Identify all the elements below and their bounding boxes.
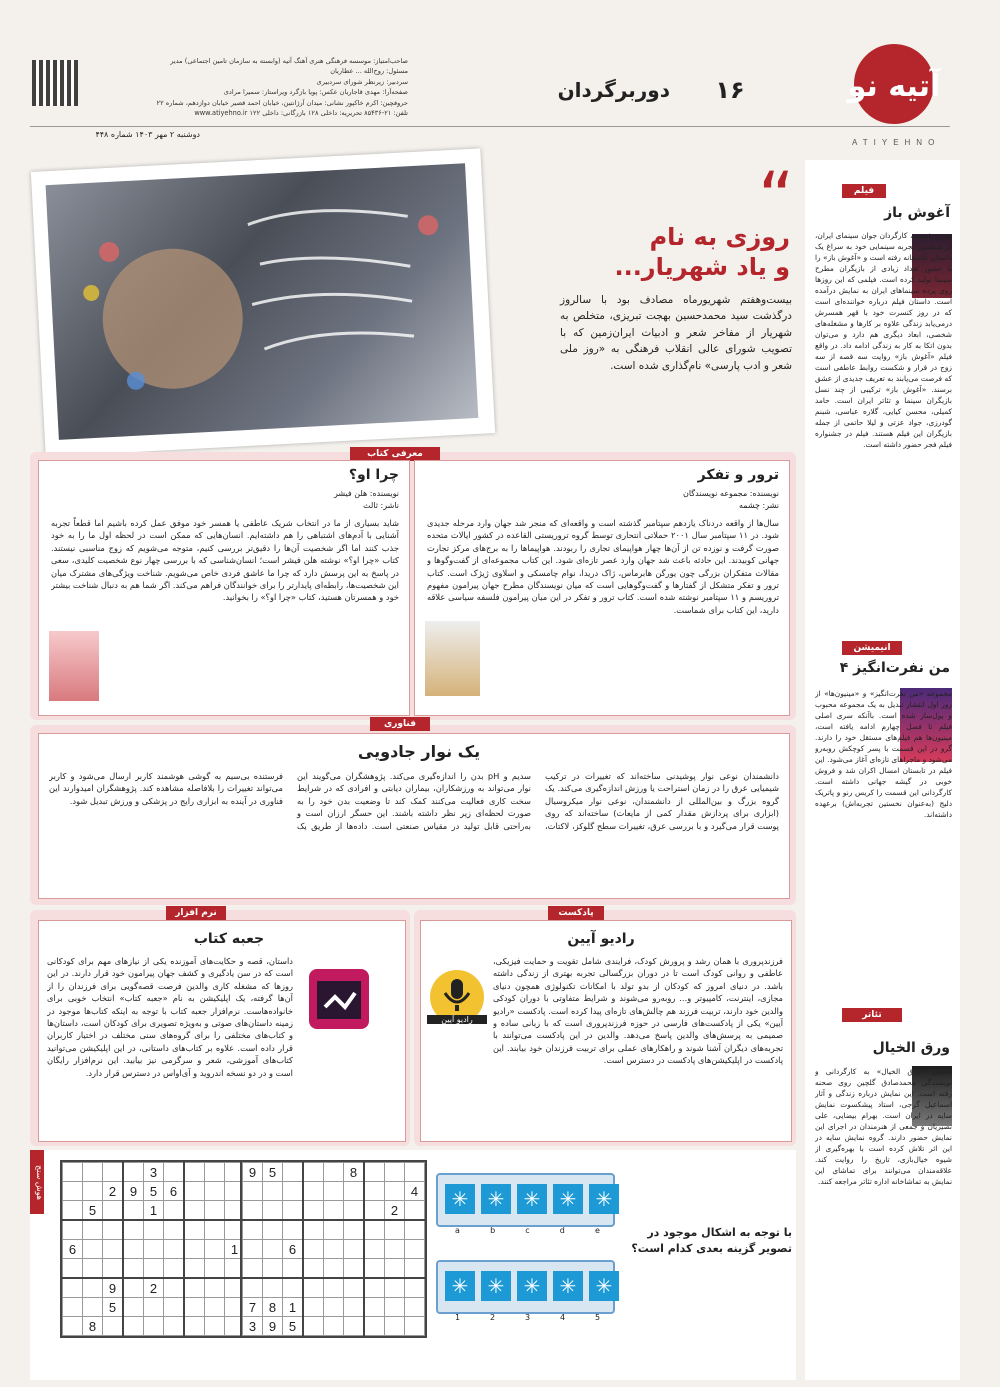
sudoku-cell[interactable] [405, 1259, 425, 1279]
sudoku-cell[interactable] [364, 1278, 385, 1298]
tech-card [38, 733, 790, 899]
software-body: داستان، قصه و حکایت‌های آموزنده یکی از نیازهای مهم برای کودکانی است که در سن یادگیری و کشف جهان پیرامون خود قرار دارند. در این روزها که مشغله کاری والدین فرصت قصه‌گویی برای فرزندان را از آن‌ها گرفته، یک اپلیکیشن به نام «جعبه کتاب» انتخاب خوبی برای خانواده‌هاست. نرم‌افزار جعبه کتاب با توجه به اینکه کتاب‌ها موجود در زمینه داستان‌های صوتی و به‌ویژه تصویری برای کودکان است، داستان‌ها و کتاب‌های مختلفی را برای گروه‌های سنی مختلف در اختیار کاربران قرار داده است. علاوه بر کتاب‌های داستانی، در این اپلیکیشن می‌توانید کتاب‌های آموزشی، شعر و سرگرمی نیز بیابید. این نرم‌افزار رایگان است و در دو نسخه اندروید و آی‌او‌اس در دسترس قرار دارد. [47, 956, 293, 1078]
sudoku-cell[interactable] [144, 1259, 164, 1279]
sudoku-cell[interactable] [385, 1317, 405, 1336]
calligraphy-overlay [46, 163, 479, 440]
sudoku-cell[interactable] [103, 1163, 124, 1182]
sudoku-cell[interactable] [385, 1278, 405, 1298]
sudoku-cell[interactable] [243, 1259, 263, 1279]
sudoku-cell[interactable] [205, 1201, 225, 1221]
sudoku-cell[interactable] [205, 1317, 225, 1336]
pattern-cell: ✳ [445, 1271, 475, 1301]
sudoku-cell[interactable] [184, 1220, 205, 1240]
sudoku-cell[interactable] [164, 1317, 185, 1336]
sudoku-row [63, 1259, 245, 1279]
sudoku-cell[interactable] [303, 1298, 324, 1317]
sudoku-cell[interactable] [103, 1240, 124, 1259]
sudoku-cell[interactable] [164, 1298, 185, 1317]
sudoku-cell[interactable] [144, 1298, 164, 1317]
feature-title-line1: روزی به نام [649, 223, 790, 251]
sudoku-cell[interactable]: 6 [283, 1240, 304, 1259]
podcast-logo [427, 957, 487, 1037]
sudoku-cell[interactable] [385, 1240, 405, 1259]
sudoku-cell[interactable] [364, 1163, 385, 1182]
sudoku-cell[interactable] [164, 1278, 185, 1298]
sudoku-row [243, 1240, 425, 1259]
sudoku-cell[interactable] [283, 1201, 304, 1221]
sudoku-cell[interactable] [303, 1201, 324, 1221]
sudoku-row [63, 1298, 245, 1317]
sudoku-cell[interactable] [205, 1240, 225, 1259]
sudoku-cell[interactable] [83, 1182, 103, 1201]
podcast-body: فرزندپروری با همان رشد و پرورش کودک، فرایندی شامل تقویت و حمایت فیزیکی، عاطفی و روانی کودک است تا در دوران بزرگسالی تجربه بهتری از زندگی داشته باشد. در دنیای امروز که کودکان از بدو تولد با امکانات تکنولوژی همچون دنیای مجازی، اینترنت، کامپیوتر و... روبه‌رو می‌شوند و شرایط متفاوتی با دوران کودکی والدین خود دارند، تربیت فرزند هم چالش‌های تازه‌ای پیدا کرده است. پادکست «رادیو آیین» یکی از پادکست‌های فارسی در حوزه فرزندپروری است که با زبانی ساده و صمیمی به پرسش‌های والدین پاسخ می‌دهد. والدین در این پادکست می‌توانند با تجربه‌های دیگران آشنا شوند و راهکارهای عملی برای تربیت فرزندان خود بیابند. این پادکست در اپلیکیشن‌های پادکست در دسترس است. [493, 956, 783, 1066]
masthead-line: صاحب‌امتیاز: موسسه فرهنگی هنری آهنگ آتیه (وابسته به سازمان تامین اجتماعی) مدیر مسئول: روح‌الله ... عطاریان [170, 57, 408, 76]
sudoku-row [63, 1201, 245, 1221]
puzzle-question: با توجه به اشکال موجود در تصویر گزینه بعدی کدام است؟ [631, 1226, 792, 1255]
sudoku-cell[interactable] [63, 1298, 83, 1317]
sudoku-cell[interactable] [405, 1240, 425, 1259]
sudoku-cell[interactable] [324, 1317, 344, 1336]
masthead-line: صفحه‌آرا: مهدی قاجاریان عکس: پویا بازگرد ویراستار: سمیرا مرادی [223, 88, 408, 97]
sudoku-cell[interactable] [205, 1182, 225, 1201]
sudoku-row [63, 1317, 245, 1336]
sudoku-cell[interactable] [243, 1278, 263, 1298]
sudoku-cell[interactable] [283, 1163, 304, 1182]
sudoku-cell[interactable] [83, 1240, 103, 1259]
sudoku-cell[interactable] [205, 1298, 225, 1317]
film-title: آغوش باز [884, 205, 950, 221]
sudoku-cell[interactable] [364, 1259, 385, 1279]
sudoku-cell[interactable] [405, 1278, 425, 1298]
theater-title: ورق الخیال [872, 1040, 950, 1056]
sudoku-cell[interactable] [184, 1278, 205, 1298]
anim-tag: انیمیشن [842, 641, 902, 655]
sudoku-cell[interactable] [263, 1201, 283, 1221]
sudoku-cell[interactable] [324, 1259, 344, 1279]
brand-logo-graphic [846, 40, 956, 140]
sudoku-cell[interactable]: 5 [83, 1201, 103, 1221]
issue-line: دوشنبه ۲ مهر ۱۴۰۳ شماره ۴۴۸ [95, 130, 200, 139]
sudoku-cell[interactable] [243, 1240, 263, 1259]
feature-body: بیست‌وهفتم شهریورماه مصادف بود با سالروز درگذشت سید محمدحسین بهجت تبریزی، متخلص به شهریار از مفاخر شعر و ادبیات ایران‌زمین که با تصویب شورای عالی انقلاب فرهنگی به «روز ملی شعر و ادب پارسی» نام‌گذاری شده است. [560, 294, 792, 372]
sudoku-cell[interactable] [63, 1201, 83, 1221]
sudoku-cell[interactable] [405, 1201, 425, 1221]
sudoku-cell[interactable]: 4 [405, 1182, 425, 1201]
pattern-option-label[interactable]: 3 [524, 1313, 531, 1322]
book-box-icon [299, 959, 379, 1039]
sudoku-cell[interactable] [103, 1317, 124, 1336]
pattern-cell: ✳ [553, 1271, 583, 1301]
sudoku-cell[interactable] [344, 1259, 365, 1279]
sudoku-cell[interactable] [144, 1220, 164, 1240]
pattern-option-label[interactable]: a [455, 1226, 460, 1235]
qr-code [32, 60, 78, 106]
sudoku-tag: هوش سنج [30, 1150, 44, 1214]
sudoku-cell[interactable] [63, 1317, 83, 1336]
sudoku-cell[interactable] [385, 1182, 405, 1201]
sudoku-row [243, 1317, 425, 1336]
theater-tag: تئاتر [842, 1008, 902, 1022]
pattern-option-label[interactable]: 5 [594, 1313, 601, 1322]
tech-tag: فناوری [370, 717, 430, 731]
anim-text: مجموعه «من نفرت‌انگیز» و «مینیون‌ها» از روز اول انتشار تبدیل به یک مجموعه محبوب و پول‌ساز شده است. باآنکه سری اصلی فیلم تا فصل چهارم ادامه یافته است، مینیون‌ها هم فیلم‌های مستقل خود را دارند. گرو در این قسمت با پسر کوچکش روبه‌رو می‌شود و ماجراهای تازه‌ای آغاز می‌شود. این فیلم در تابستان امسال اکران شد و فروش خوبی در گیشه جهانی داشته است. کارگردانی این قسمت را کریس رنو و پاتریک دلیج (به‌عنوان نخستین تجربه‌اش) برعهده داشته‌اند. [815, 689, 952, 819]
pattern-option-label[interactable]: b [490, 1226, 496, 1235]
sudoku-cell[interactable] [303, 1317, 324, 1336]
sudoku-cell[interactable] [303, 1182, 324, 1201]
sudoku-cell[interactable] [303, 1278, 324, 1298]
sudoku-cell[interactable] [103, 1220, 124, 1240]
sudoku-cell[interactable] [405, 1317, 425, 1336]
sudoku-cell[interactable] [283, 1182, 304, 1201]
masthead-line: حروفچین: اکرم خاکپور نشانی: میدان آرژانتین، خیابان احمد قصیر خیابان دوازدهم، شماره ۲۲ [156, 98, 408, 107]
page-number: ۱۶ [715, 76, 745, 104]
sudoku-cell[interactable]: 3 [243, 1317, 263, 1336]
sudoku-cell[interactable] [243, 1182, 263, 1201]
sudoku-cell[interactable] [324, 1298, 344, 1317]
book2-publisher: ناشر: ثالث [363, 501, 399, 510]
pattern-row-top [436, 1173, 615, 1227]
pattern-labels-top [440, 1226, 615, 1235]
sudoku-cell[interactable]: 5 [283, 1317, 304, 1336]
sudoku-cell[interactable]: 9 [263, 1317, 283, 1336]
sudoku-cell[interactable] [364, 1317, 385, 1336]
book1-publisher: نشر: چشمه [738, 501, 779, 510]
sudoku-row [63, 1163, 245, 1182]
book1-author: نویسنده: مجموعه نویسندگان [682, 489, 779, 498]
sudoku-cell[interactable]: 3 [144, 1163, 164, 1182]
sudoku-cell[interactable] [364, 1201, 385, 1221]
sudoku-cell[interactable] [303, 1220, 324, 1240]
sudoku-cell[interactable] [324, 1182, 344, 1201]
book2-author: نویسنده: هلن فیشر [333, 489, 399, 498]
sudoku-cell[interactable] [344, 1317, 365, 1336]
sudoku-cell[interactable] [344, 1240, 365, 1259]
sudoku-row [63, 1182, 245, 1201]
pattern-option-label[interactable]: 2 [489, 1313, 496, 1322]
sudoku-row [63, 1220, 245, 1240]
sudoku-row [243, 1298, 425, 1317]
sudoku-cell[interactable] [324, 1278, 344, 1298]
sudoku-cell[interactable] [164, 1240, 185, 1259]
sudoku-cell[interactable] [263, 1240, 283, 1259]
sudoku-cell[interactable] [205, 1259, 225, 1279]
feature-title [560, 222, 790, 282]
sudoku-cell[interactable] [184, 1240, 205, 1259]
book2-body: شاید بسیاری از ما در انتخاب شریک عاطفی یا همسر خود موفق عمل کرده باشیم اما قطعاً تجربه آشنایی با آدم‌های اشتباهی را هم داشته‌ایم. انسان‌هایی که ممکن است در لحظه اول ما را به خود جذب کنند اما اگر شخصیت آن‌ها را دقیق‌تر بررسی کنیم، متوجه می‌شویم که زوج مناسبی نیستند. کتاب «چرا او؟» نوشته هلن فیشر است؛ انسان‌شناسی که با بررسی چهار نوع شخصیت کلیدی، سعی در پاسخ به این پرسش دارد که چرا ما عاشق فردی خاص می‌شویم. شناخت ویژگی‌های مشترک میان این شخصیت‌ها، رابطه‌ای پایدارتر را برای خوانندگان فراهم می‌کند. اگر شما هم به دنبال شناخت بیشتر خود و همسرتان هستید، کتاب «چرا او؟» را بخوانید. [51, 518, 399, 603]
pattern-cell: ✳ [589, 1184, 619, 1214]
sudoku-cell[interactable] [83, 1278, 103, 1298]
sudoku-cell[interactable] [83, 1220, 103, 1240]
sudoku-cell[interactable] [164, 1201, 185, 1221]
pattern-cell: ✳ [481, 1184, 511, 1214]
masthead [148, 56, 408, 118]
sudoku-cell[interactable] [263, 1220, 283, 1240]
sudoku-row [243, 1163, 425, 1182]
sudoku-row [243, 1259, 425, 1279]
sudoku-cell[interactable] [123, 1278, 144, 1298]
sudoku-cell[interactable] [283, 1259, 304, 1279]
sudoku-cell[interactable]: 5 [103, 1298, 124, 1317]
sudoku-cell[interactable]: 5 [263, 1163, 283, 1182]
sudoku-row [243, 1201, 425, 1221]
sudoku-cell[interactable] [144, 1240, 164, 1259]
pattern-cell: ✳ [517, 1184, 547, 1214]
sudoku-cell[interactable] [385, 1259, 405, 1279]
sudoku-cell[interactable] [205, 1220, 225, 1240]
sudoku-cell[interactable] [303, 1240, 324, 1259]
film-text: بهروز شعیبی، کارگردان جوان سینمای ایران، در ششمین تجربه سینمایی خود به سراغ یک داستان عاشقانه رفته است و «آغوش باز» را با حضور تعداد زیادی از بازیگران مطرح سینما تولید کرده است. فیلمی که این روزها روی پرده سینماهای ایران به نمایش درآمده است. داستان فیلم درباره خواننده‌ای است که در روز کنسرت خود با قهر همسرش درمی‌یابد زندگی علاوه بر کارها و مشغله‌های شخصی، ابعاد دیگری هم دارد و می‌توان بدون اتکا به کار به زندگی ادامه داد. در واقع فیلم «آغوش باز» روایت سه قصه از سه زوج در قرار و شکست روابط عاطفی است که فرصت می‌یابند به تعریف جدیدی از عشق برسند. «آغوش باز» ترکیبی از چند نسل بازیگران سینما و تئاتر ایران است. حامد کمیلی، محسن کیایی، گلاره عباسی، شبنم گودرزی، جواد عزتی و لیلا حاتمی از جمله بازیگران این فیلم هستند. فیلم در جشنواره فیلم فجر حضور داشته است. [815, 231, 952, 449]
film-tag: فیلم [842, 184, 886, 198]
sudoku-cell[interactable] [83, 1163, 103, 1182]
sudoku-cell[interactable] [243, 1201, 263, 1221]
sudoku-cell[interactable] [184, 1259, 205, 1279]
sudoku-cell[interactable]: 9 [243, 1163, 263, 1182]
sudoku-cell[interactable] [324, 1220, 344, 1240]
quote-mark: “ [758, 157, 795, 239]
sudoku-cell[interactable]: 9 [123, 1182, 144, 1201]
sudoku-cell[interactable] [243, 1220, 263, 1240]
sudoku-cell[interactable] [364, 1240, 385, 1259]
sudoku-cell[interactable] [123, 1317, 144, 1336]
sudoku-cell[interactable] [184, 1182, 205, 1201]
pattern-cell: ✳ [517, 1271, 547, 1301]
sudoku-cell[interactable] [164, 1220, 185, 1240]
books-tag: معرفی کتاب [350, 447, 440, 461]
sudoku-row [243, 1182, 425, 1201]
sudoku-cell[interactable] [184, 1201, 205, 1221]
sudoku-cell[interactable] [63, 1163, 83, 1182]
sudoku-cell[interactable] [344, 1278, 365, 1298]
book2-card [38, 460, 410, 716]
pattern-cell: ✳ [589, 1271, 619, 1301]
software-logo [299, 959, 379, 1039]
sudoku-cell[interactable] [263, 1278, 283, 1298]
sudoku-cell[interactable]: 6 [164, 1182, 185, 1201]
sudoku-cell[interactable] [83, 1298, 103, 1317]
sudoku-cell[interactable] [385, 1163, 405, 1182]
sudoku-cell[interactable] [63, 1182, 83, 1201]
sudoku-cell[interactable] [164, 1163, 185, 1182]
podcast-logo-text: رادیو آیین [427, 1015, 487, 1024]
sudoku-cell[interactable] [303, 1163, 324, 1182]
sudoku-cell[interactable] [144, 1317, 164, 1336]
software-tag: نرم افزار [166, 906, 226, 920]
theater-text: نمایش «ورق الخیال» به کارگردانی و نویسندگی محمدصادق گلچین روی صحنه رفته است. این نمایش درباره زندگی و آثار اسماعیل گرجی، استاد پیشکسوت نمایش سایه در ایران است. بهرام بیضایی، علی نصیریان و جمعی از هنرمندان در اجرای این نمایش حضور دارند. گروه نمایش سایه در این اثر تلاش کرده است با بهره‌گیری از شیوه خیال‌بازی، تاریخ را روایت کند. علاقه‌مندان می‌توانند برای تماشای این نمایش به تماشاخانه اداره تئاتر مراجعه کنند. [815, 1067, 952, 1186]
sudoku-cell[interactable] [324, 1163, 344, 1182]
software-title: جعبه کتاب [193, 931, 265, 947]
sudoku-cell[interactable]: 8 [263, 1298, 283, 1317]
sudoku-cell[interactable] [184, 1163, 205, 1182]
sudoku-cell[interactable]: 2 [103, 1182, 124, 1201]
feature-photo [46, 163, 479, 440]
sudoku-cell[interactable] [63, 1220, 83, 1240]
pattern-option-label[interactable]: c [525, 1226, 530, 1235]
podcast-card [420, 920, 792, 1142]
sudoku-cell[interactable] [263, 1259, 283, 1279]
brand-latin: ATIYEHNO [852, 138, 941, 147]
microphone-icon [427, 957, 487, 1037]
sudoku-cell[interactable] [123, 1220, 144, 1240]
podcast-tag: پادکست [548, 906, 604, 920]
sudoku-cell[interactable] [303, 1259, 324, 1279]
pattern-cell: ✳ [553, 1184, 583, 1214]
sudoku-cell[interactable]: 8 [344, 1163, 365, 1182]
sudoku-cell[interactable] [324, 1201, 344, 1221]
sudoku-cell[interactable] [344, 1182, 365, 1201]
pattern-option-label[interactable]: 1 [454, 1313, 461, 1322]
masthead-line: تلفن: ۲۱-۸۵۴۳۶ تحریریه: داخلی ۱۲۸ بازرگانی: داخلی ۱۲۲ www.atiyehno.ir [194, 109, 408, 118]
sudoku-cell[interactable] [164, 1259, 185, 1279]
sudoku-1 [60, 1160, 247, 1338]
sudoku-cell[interactable] [324, 1240, 344, 1259]
sudoku-cell[interactable] [405, 1220, 425, 1240]
sudoku-row [243, 1278, 425, 1298]
tech-body: دانشمندان نوعی نوار پوشیدنی ساخته‌اند که تغییرات در ترکیب شیمیایی عرق را در زمان استراحت یا ورزش اندازه‌گیری می‌کند. یک گروه بزرگ و بین‌المللی از دانشمندان، نوعی نوار میکروسیال (ابزاری برای پردازش مقدار کمی از مایعات) ساخته‌اند که روی پوست قرار می‌گیرد و با بررسی عرق، تغییرات سطح گلوکز، لاکتات، سدیم و pH بدن را اندازه‌گیری می‌کند. پژوهشگران می‌گویند این نوار می‌تواند به ورزشکاران، بیماران دیابتی و افرادی که در شرایط سخت کاری فعالیت می‌کنند کمک کند تا وضعیت بدن خود را به صورت لحظه‌ای زیر نظر داشته باشند. این حسگر ارزان است و به‌راحتی قابل تولید در مقیاس صنعتی است. داده‌ها از طریق یک فرستنده بی‌سیم به گوشی هوشمند کاربر ارسال می‌شود و کاربر می‌تواند تغییرات را بلافاصله مشاهده کند. پژوهشگران امیدوارند این فناوری در آینده به ابزاری رایج در پزشکی و ورزش تبدیل شود. [49, 771, 779, 831]
sudoku-cell[interactable]: 2 [144, 1278, 164, 1298]
pattern-option-label[interactable]: 4 [559, 1313, 566, 1322]
sudoku-cell[interactable] [123, 1298, 144, 1317]
sudoku-cell[interactable] [283, 1278, 304, 1298]
sudoku-row [63, 1278, 245, 1298]
podcast-title: رادیو آیین [567, 931, 635, 947]
masthead-line: سردبیر: زیرنظر شورای سردبیری [316, 77, 408, 86]
feature-title-line2: و یاد شهریار... [614, 253, 790, 281]
sudoku-cell[interactable]: 8 [83, 1317, 103, 1336]
sudoku-cell[interactable] [123, 1201, 144, 1221]
sudoku-cell[interactable] [205, 1278, 225, 1298]
section-title: دوربرگردان [557, 78, 670, 102]
software-card [38, 920, 406, 1142]
anim-title: من نفرت‌انگیز ۴ [839, 660, 950, 676]
sudoku-cell[interactable] [123, 1163, 144, 1182]
sudoku-cell[interactable] [205, 1163, 225, 1182]
sudoku-cell[interactable]: 6 [63, 1240, 83, 1259]
pattern-row-bottom [436, 1260, 615, 1314]
pattern-option-label[interactable]: e [594, 1226, 600, 1235]
pattern-option-label[interactable]: d [559, 1226, 565, 1235]
book1-card [414, 460, 790, 716]
sudoku-cell[interactable] [184, 1317, 205, 1336]
sudoku-cell[interactable]: 2 [385, 1201, 405, 1221]
brand-logo [846, 40, 956, 140]
sudoku-cell[interactable] [123, 1240, 144, 1259]
sudoku-cell[interactable] [103, 1259, 124, 1279]
sudoku-cell[interactable] [364, 1298, 385, 1317]
sudoku-cell[interactable]: 9 [103, 1278, 124, 1298]
sudoku-cell[interactable] [63, 1278, 83, 1298]
header-rule [30, 126, 950, 127]
sudoku-2 [240, 1160, 427, 1338]
sudoku-cell[interactable] [364, 1220, 385, 1240]
sudoku-cell[interactable]: 1 [283, 1298, 304, 1317]
sudoku-cell[interactable] [184, 1298, 205, 1317]
sudoku-cell[interactable] [364, 1182, 385, 1201]
sudoku-cell[interactable] [263, 1182, 283, 1201]
sudoku-cell[interactable] [344, 1220, 365, 1240]
sudoku-cell[interactable] [405, 1163, 425, 1182]
book1-body: سال‌ها از واقعه دردناک یازدهم سپتامبر گذشته است و واقعه‌ای که منجر شد جهان وارد مرحله جدیدی شود. در ۱۱ سپتامبر سال ۲۰۰۱ حملاتی انتحاری توسط گروه تروریستی القاعده در کشور ایالات متحده صورت گرفت و نوزده تن از آن‌ها چهار هواپیمای تجاری را ربودند. هواپیماها را به برج‌های مرکز تجارت جهانی کوبیدند. این حادثه باعث شد جهان وارد عصر تازه‌ای شود. این کتاب مجموعه‌ای از گفت‌وگوها و مقالات متفکران بزرگی چون یورگن هابرماس، ژاک دریدا، نوام چامسکی و اسلاوی ژیژک است. کتاب ترور و تفکر متشکل از گفتارها و گفت‌وگوهایی است که میان نویسندگان مطرح جهان پیرامون مفهوم تروریسم و ۱۱ سپتامبر نوشته شده است. کتاب ترور و تفکر در این میان پیرامون فلسفه سیاسی علاقه دارید، این کتاب برای شماست. [427, 518, 779, 615]
sudoku-cell[interactable] [83, 1259, 103, 1279]
sudoku-row [63, 1240, 245, 1259]
sudoku-cell[interactable] [385, 1298, 405, 1317]
sudoku-cell[interactable]: 5 [144, 1182, 164, 1201]
sudoku-cell[interactable]: 1 [225, 1240, 245, 1259]
book1-title: ترور و تفکر [697, 467, 779, 483]
sudoku-cell[interactable] [385, 1220, 405, 1240]
pattern-cell: ✳ [445, 1184, 475, 1214]
sudoku-cell[interactable]: 1 [144, 1201, 164, 1221]
pattern-cell: ✳ [481, 1271, 511, 1301]
sudoku-row [243, 1220, 425, 1240]
sudoku-cell[interactable] [103, 1201, 124, 1221]
book2-title: چرا او؟ [348, 467, 399, 483]
sudoku-cell[interactable]: 7 [243, 1298, 263, 1317]
sudoku-cell[interactable] [283, 1220, 304, 1240]
feature-photo-frame [31, 148, 495, 456]
pattern-labels-bottom [440, 1313, 615, 1322]
sudoku-cell[interactable] [63, 1259, 83, 1279]
tech-title: یک نوار جادویی [357, 742, 481, 761]
sudoku-cell[interactable] [123, 1259, 144, 1279]
sudoku-cell[interactable] [344, 1201, 365, 1221]
brand-script: آتیه نو [847, 69, 941, 104]
sudoku-cell[interactable] [344, 1298, 365, 1317]
sudoku-cell[interactable] [405, 1298, 425, 1317]
